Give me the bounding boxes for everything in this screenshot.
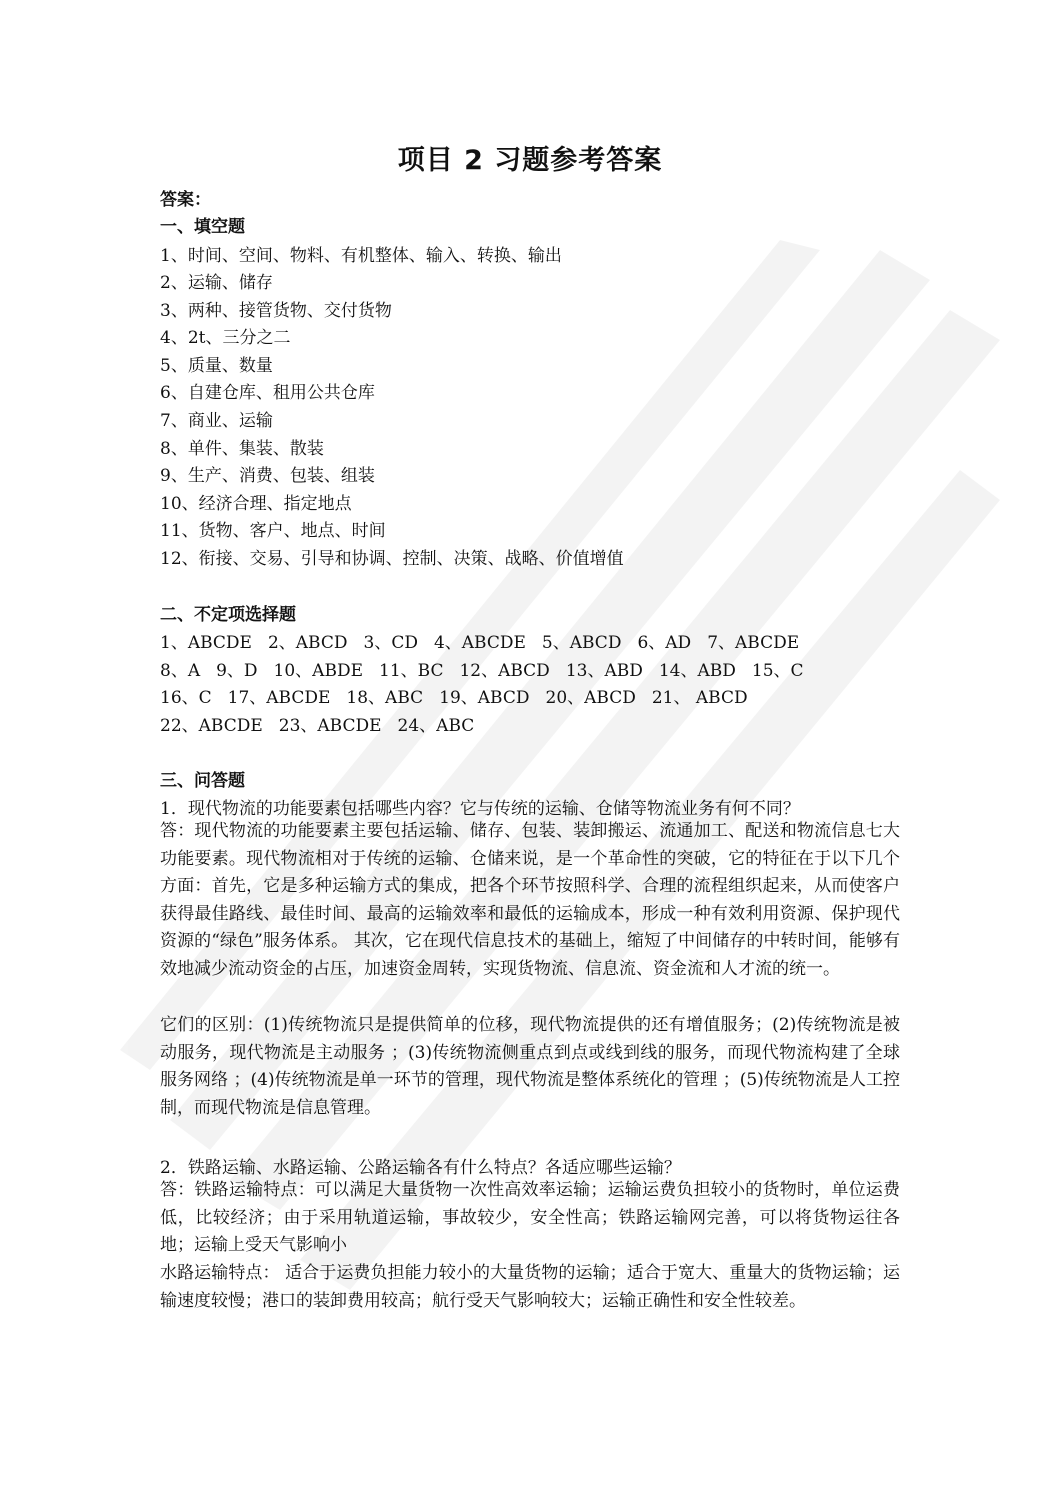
choice-answer: 23、ABCDE	[278, 716, 382, 736]
choice-answer: 21、 ABCD	[651, 688, 748, 708]
choice-answer: 11、BC	[379, 661, 444, 681]
fill-blank-item: 4、2t、三分之二	[160, 328, 291, 348]
question-1: 1．现代物流的功能要素包括哪些内容？它与传统的运输、仓储等物流业务有何不同？	[160, 799, 800, 819]
choice-answer: 10、ABDE	[273, 661, 363, 681]
choice-answer: 9、D	[216, 661, 258, 681]
choice-answer: 6、AD	[637, 633, 692, 653]
choice-answer: 2、ABCD	[267, 633, 348, 653]
section-heading-multiple-choice: 二、不定项选择题	[160, 605, 296, 625]
answer-1-difference: 它们的区别：(1)传统物流只是提供简单的位移，现代物流提供的还有增值服务；(2)传统物流是被动服务，现代物流是主动服务 ；(3)传统物流侧重点到点或线到线的服务，而现代物流构建了全球服务网络 ；(4)传统物流是单一环节的管理，现代物流是整体系统化的管理 ；(5)传统物流是人工控制，而现代物流是信息管理。	[160, 1015, 900, 1118]
fill-blank-item: 11、货物、客户、地点、时间	[160, 521, 386, 541]
choice-answer: 18、ABC	[346, 688, 424, 708]
choice-answer: 24、ABC	[397, 716, 475, 736]
fill-blank-item: 8、单件、集装、散装	[160, 439, 324, 459]
choice-answer: 15、C	[751, 661, 804, 681]
choice-answer: 17、ABCDE	[227, 688, 331, 708]
choice-row	[160, 628, 815, 653]
choice-answer: 5、ABCD	[541, 633, 622, 653]
choice-answer: 12、ABCD	[459, 661, 550, 681]
fill-blank-item: 2、运输、储存	[160, 273, 273, 293]
answer-label: 答案：	[160, 190, 211, 210]
choice-answer: 14、ABD	[658, 661, 736, 681]
fill-blank-item: 9、生产、消费、包装、组装	[160, 466, 375, 486]
fill-blank-item: 5、质量、数量	[160, 356, 273, 376]
choice-answer: 3、CD	[363, 633, 418, 653]
fill-blank-item: 7、商业、运输	[160, 411, 273, 431]
choice-answer: 19、ABCD	[439, 688, 530, 708]
choice-row	[160, 711, 490, 736]
choice-answer: 20、ABCD	[545, 688, 636, 708]
answer-1-paragraph: 答：现代物流的功能要素主要包括运输、储存、包装、装卸搬运、流通加工、配送和物流信息七大功能要素。现代物流相对于传统的运输、仓储来说，是一个革命性的突破，它的特征在于以下几个方面：首先，它是多种运输方式的集成，把各个环节按照科学、合理的流程组织起来，从而使客户获得最佳路线、最佳时间、最高的运输效率和最低的运输成本，形成一种有效利用资源、保护现代资源的“绿色”服务体系。 其次，它在现代信息技术的基础上，缩短了中间储存的中转时间，能够有效地减少流动资金的占压，加速资金周转，实现货物流、信息流、资金流和人才流的统一。	[160, 821, 900, 979]
section-heading-fill-blank: 一、填空题	[160, 217, 245, 237]
choice-answer: 16、C	[160, 688, 212, 708]
question-2: 2．铁路运输、水路运输、公路运输各有什么特点？各适应哪些运输？	[160, 1158, 681, 1178]
fill-blank-item: 10、经济合理、指定地点	[160, 494, 352, 514]
choice-answer: 7、ABCDE	[707, 633, 800, 653]
answer-2-rail: 答：铁路运输特点：可以满足大量货物一次性高效率运输；运输运费负担较小的货物时，单位运费低，比较经济；由于采用轨道运输，事故较少，安全性高；铁路运输网完善，可以将货物运往各地；运输上受天气影响小	[160, 1180, 900, 1256]
page-title: 项目 2 习题参考答案	[397, 145, 663, 176]
choice-answer: 4、ABCDE	[433, 633, 526, 653]
fill-blank-item: 1、时间、空间、物料、有机整体、输入、转换、输出	[160, 246, 562, 266]
choice-answer: 13、ABD	[565, 661, 643, 681]
section-heading-qa: 三、问答题	[160, 771, 245, 791]
fill-blank-item: 6、自建仓库、租用公共仓库	[160, 383, 375, 403]
choice-answer: 8、A	[160, 661, 201, 681]
choice-answer: 1、ABCDE	[160, 633, 252, 653]
fill-blank-item: 3、两种、接管货物、交付货物	[160, 301, 392, 321]
fill-blank-item: 12、衔接、交易、引导和协调、控制、决策、战略、价值增值	[160, 549, 624, 569]
choice-row	[160, 656, 820, 681]
answer-2-water: 水路运输特点： 适合于运费负担能力较小的大量货物的运输；适合于宽大、重量大的货物运输；运输速度较慢；港口的装卸费用较高；航行受天气影响较大；运输正确性和安全性较差。	[160, 1263, 900, 1311]
choice-answer: 22、ABCDE	[160, 716, 263, 736]
choice-row	[160, 683, 764, 708]
